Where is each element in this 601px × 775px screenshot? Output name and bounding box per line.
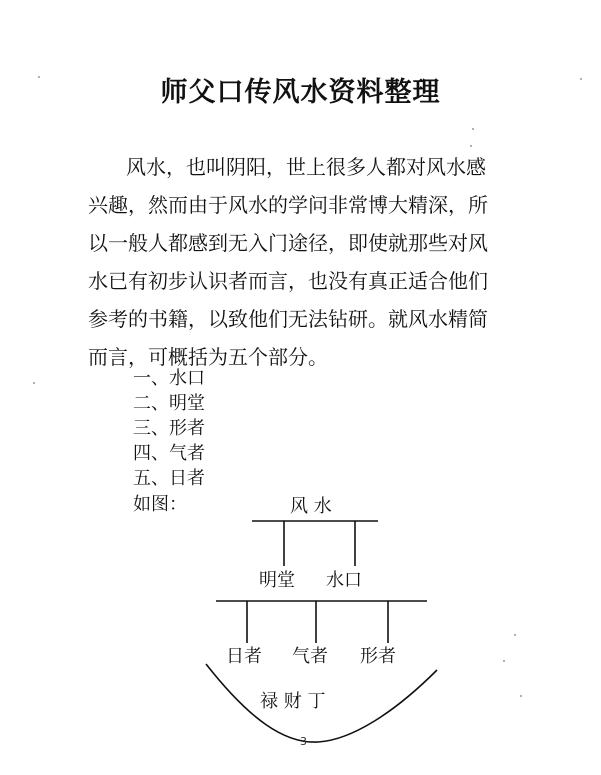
list-item: 三、形者	[133, 418, 205, 439]
diagram-node-mingtang: 明堂	[259, 570, 295, 591]
page-title: 师父口传风水资料整理	[160, 77, 441, 108]
list-item: 二、明堂	[133, 393, 205, 414]
list-item: 五、日者	[133, 468, 205, 489]
list-item: 四、气者	[133, 443, 205, 464]
scan-speck	[503, 660, 505, 662]
page-number: 3	[300, 735, 307, 748]
diagram-node-shuikou: 水口	[326, 570, 362, 591]
paragraph-line: 水已有初步认识者而言，也没有真正适合他们	[88, 269, 488, 293]
paragraph-line: 而言，可概括为五个部分。	[88, 345, 328, 369]
paragraph-line: 兴趣，然而由于风水的学问非常博大精深，所	[88, 193, 488, 217]
scan-speck	[520, 695, 522, 697]
diagram-node-xingzhe: 形者	[360, 646, 396, 667]
scan-speck	[38, 76, 40, 78]
figure-label: 如图：	[133, 494, 187, 515]
scan-speck	[514, 634, 516, 636]
diagram-bottom-label: 禄 财 丁	[260, 691, 326, 712]
paragraph-line: 以一般人都感到无入门途径，即使就那些对风	[88, 231, 488, 255]
list-item: 一、水口	[133, 368, 205, 389]
scan-speck	[470, 145, 472, 147]
paragraph-line: 参考的书籍，以致他们无法钻研。就风水精简	[88, 307, 488, 331]
diagram-node-qizhe: 气者	[292, 646, 328, 667]
diagram-root-label: 风 水	[290, 496, 332, 517]
paragraph-line: 风水，也叫阴阳，世上很多人都对风水感	[126, 155, 486, 179]
scan-speck	[580, 78, 582, 80]
scan-speck	[472, 128, 474, 130]
scan-speck	[33, 382, 35, 384]
diagram-node-rizhe: 日者	[226, 646, 262, 667]
